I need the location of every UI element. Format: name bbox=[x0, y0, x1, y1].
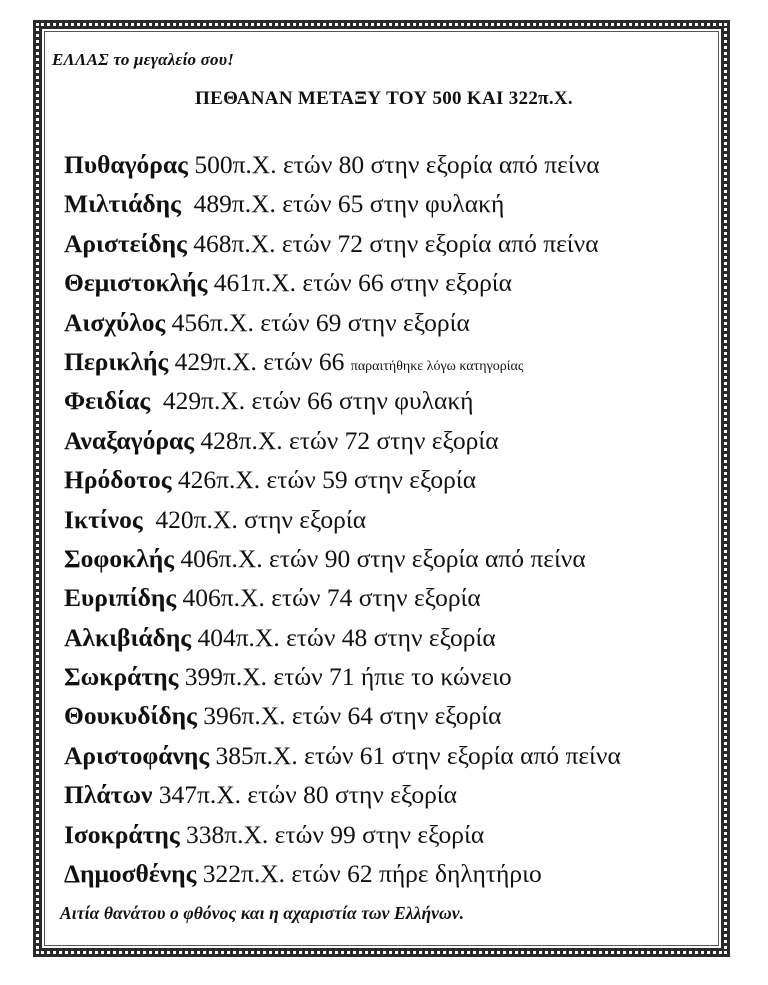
entry-detail: 399π.Χ. ετών 71 ήπιε το κώνειο bbox=[184, 662, 512, 692]
list-item bbox=[64, 539, 728, 578]
entry-detail: 404π.Χ. ετών 48 στην εξορία bbox=[197, 622, 496, 652]
footer-note: Αιτία θανάτου ο φθόνος και η αχαριστία των Ελλήνων. bbox=[60, 903, 465, 923]
list-item bbox=[64, 815, 728, 854]
entry-name: Αριστοφάνης bbox=[64, 740, 210, 770]
entry-name: Αλκιβιάδης bbox=[64, 622, 192, 652]
entry-detail: 385π.Χ. ετών 61 στην εξορία από πείνα bbox=[215, 740, 621, 770]
page-heading: ΠΕΘΑΝΑΝ ΜΕΤΑΞΥ ΤΟΥ 500 ΚΑΙ 322π.Χ. bbox=[195, 88, 573, 109]
list-item bbox=[64, 578, 728, 617]
entry-name: Περικλής bbox=[64, 346, 169, 376]
list-item bbox=[64, 696, 728, 735]
entry-detail: 322π.Χ. ετών 62 πήρε δηλητήριο bbox=[202, 859, 542, 889]
entry-name: Αναξαγόρας bbox=[64, 425, 194, 455]
entry-name: Φειδίας bbox=[64, 386, 151, 416]
entry-name: Πλάτων bbox=[64, 780, 153, 810]
entry-name: Θεμιστοκλής bbox=[64, 268, 208, 298]
list-item bbox=[64, 500, 728, 539]
entry-detail: 489π.Χ. ετών 65 στην φυλακή bbox=[193, 189, 505, 219]
entry-detail: 429π.Χ. ετών 66 bbox=[174, 346, 345, 376]
entry-name: Ευριπίδης bbox=[64, 583, 177, 613]
list-item bbox=[64, 145, 728, 184]
list-item bbox=[64, 342, 728, 381]
entry-name: Μιλτιάδης bbox=[64, 189, 181, 219]
entry-name: Δημοσθένης bbox=[64, 859, 197, 889]
entry-name: Σοφοκλής bbox=[64, 543, 175, 573]
entry-note: παραιτήθηκε λόγω κατηγορίας bbox=[350, 358, 524, 374]
entry-detail: 426π.Χ. ετών 59 στην εξορία bbox=[177, 465, 477, 495]
list-item bbox=[64, 460, 728, 499]
entry-name: Αριστείδης bbox=[64, 228, 187, 258]
entry-name: Ηρόδοτος bbox=[64, 465, 172, 495]
entry-name: Αισχύλος bbox=[64, 307, 166, 337]
list-item bbox=[64, 224, 728, 263]
entry-detail: 347π.Χ. ετών 80 στην εξορία bbox=[158, 780, 458, 810]
list-item bbox=[64, 854, 728, 893]
list-item bbox=[64, 184, 728, 223]
entry-name: Ισοκράτης bbox=[64, 819, 180, 849]
entry-detail: 406π.Χ. ετών 74 στην εξορία bbox=[182, 583, 481, 613]
entry-detail: 456π.Χ. ετών 69 στην εξορία bbox=[171, 307, 470, 337]
entry-detail: 428π.Χ. ετών 72 στην εξορία bbox=[200, 425, 499, 455]
entry-detail: 429π.Χ. ετών 66 στην φυλακή bbox=[162, 386, 474, 416]
list-item bbox=[64, 263, 728, 302]
entry-name: Πυθαγόρας bbox=[64, 150, 188, 179]
entry-detail: 396π.Χ. ετών 64 στην εξορία bbox=[203, 701, 502, 731]
list-item bbox=[64, 618, 728, 657]
entry-detail: 461π.Χ. ετών 66 στην εξορία bbox=[213, 268, 513, 298]
entry-detail: 468π.Χ. ετών 72 στην εξορία από πείνα bbox=[193, 228, 599, 258]
entry-detail: 338π.Χ. ετών 99 στην εξορία bbox=[185, 819, 485, 849]
entry-detail: 500π.Χ. ετών 80 στην εξορία από πείνα bbox=[194, 150, 600, 179]
list-item bbox=[64, 775, 728, 814]
list-item bbox=[64, 736, 728, 775]
entry-name: Θουκυδίδης bbox=[64, 701, 197, 731]
entries-list bbox=[64, 145, 728, 893]
entry-name: Σωκράτης bbox=[64, 662, 179, 692]
list-item bbox=[64, 303, 728, 342]
entry-detail: 420π.Χ. στην εξορία bbox=[155, 504, 367, 534]
list-item bbox=[64, 657, 728, 696]
entry-detail: 406π.Χ. ετών 90 στην εξορία από πείνα bbox=[180, 543, 586, 573]
top-line: ΕΛΛΑΣ το μεγαλείο σου! bbox=[52, 50, 235, 69]
list-item bbox=[64, 381, 728, 420]
list-item bbox=[64, 421, 728, 460]
entry-name: Ικτίνος bbox=[64, 504, 143, 534]
